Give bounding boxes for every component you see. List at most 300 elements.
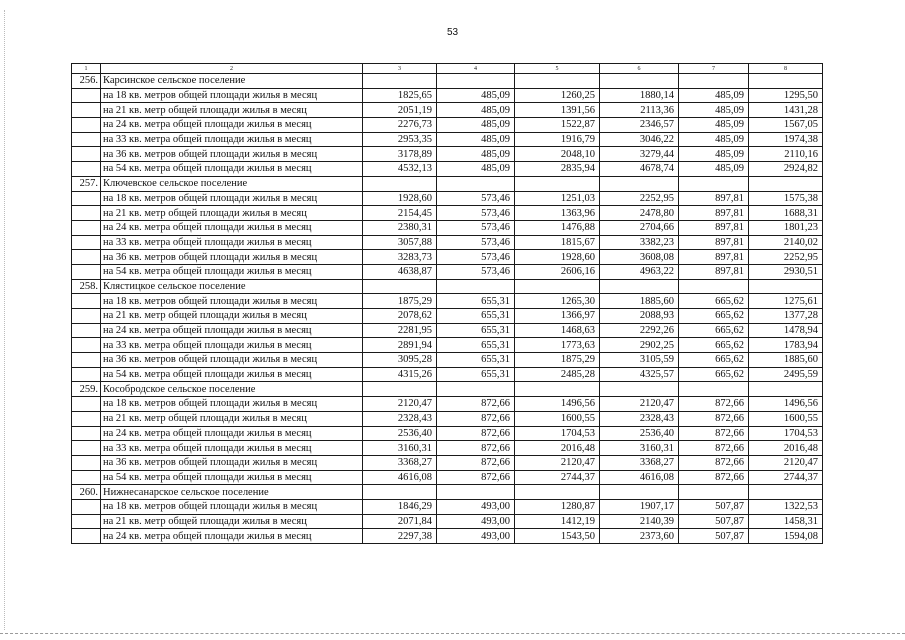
value-cell: 1688,31	[749, 206, 823, 221]
empty-cell	[515, 176, 600, 191]
value-cell: 4963,22	[600, 264, 679, 279]
empty-cell	[72, 470, 101, 485]
value-cell: 573,46	[437, 235, 515, 250]
value-cell: 2120,47	[515, 455, 600, 470]
value-cell: 1251,03	[515, 191, 600, 206]
value-cell: 3160,31	[363, 441, 437, 456]
value-cell: 1846,29	[363, 499, 437, 514]
scan-margin-mark	[4, 10, 6, 630]
value-cell: 897,81	[679, 250, 749, 265]
value-cell: 1260,25	[515, 88, 600, 103]
value-cell: 2536,40	[600, 426, 679, 441]
empty-cell	[72, 132, 101, 147]
empty-cell	[72, 250, 101, 265]
value-cell: 2088,93	[600, 309, 679, 324]
table-row	[72, 470, 823, 485]
norm-label: на 54 кв. метра общей площади жилья в месяц	[101, 367, 363, 382]
value-cell: 2346,57	[600, 118, 679, 133]
empty-cell	[72, 353, 101, 368]
value-cell: 655,31	[437, 367, 515, 382]
value-cell: 872,66	[679, 441, 749, 456]
value-cell: 897,81	[679, 191, 749, 206]
norm-label: на 54 кв. метра общей площади жилья в месяц	[101, 162, 363, 177]
value-cell: 507,87	[679, 499, 749, 514]
value-cell: 665,62	[679, 309, 749, 324]
value-cell: 1575,38	[749, 191, 823, 206]
value-cell: 2495,59	[749, 367, 823, 382]
value-cell: 507,87	[679, 529, 749, 544]
value-cell: 1496,56	[515, 397, 600, 412]
value-cell: 2606,16	[515, 264, 600, 279]
value-cell: 1885,60	[600, 294, 679, 309]
value-cell: 485,09	[437, 147, 515, 162]
value-cell: 872,66	[437, 426, 515, 441]
value-cell: 872,66	[679, 411, 749, 426]
value-cell: 3382,23	[600, 235, 679, 250]
value-cell: 493,00	[437, 499, 515, 514]
table-row	[72, 147, 823, 162]
table-row	[72, 441, 823, 456]
value-cell: 1363,96	[515, 206, 600, 221]
empty-cell	[749, 382, 823, 397]
value-cell: 1974,38	[749, 132, 823, 147]
value-cell: 485,09	[679, 88, 749, 103]
value-cell: 2924,82	[749, 162, 823, 177]
empty-cell	[72, 529, 101, 544]
value-cell: 897,81	[679, 206, 749, 221]
value-cell: 2930,51	[749, 264, 823, 279]
value-cell: 3105,59	[600, 353, 679, 368]
value-cell: 3057,88	[363, 235, 437, 250]
value-cell: 1815,67	[515, 235, 600, 250]
table-row	[72, 206, 823, 221]
value-cell: 2071,84	[363, 514, 437, 529]
empty-cell	[72, 103, 101, 118]
settlement-header-row	[72, 176, 823, 191]
value-cell: 872,66	[437, 470, 515, 485]
value-cell: 1275,61	[749, 294, 823, 309]
empty-cell	[72, 411, 101, 426]
value-cell: 2380,31	[363, 220, 437, 235]
value-cell: 665,62	[679, 294, 749, 309]
value-cell: 2328,43	[600, 411, 679, 426]
value-cell: 2276,73	[363, 118, 437, 133]
value-cell: 2891,94	[363, 338, 437, 353]
value-cell: 1773,63	[515, 338, 600, 353]
value-cell: 2051,19	[363, 103, 437, 118]
value-cell: 3368,27	[600, 455, 679, 470]
value-cell: 1594,08	[749, 529, 823, 544]
empty-cell	[72, 455, 101, 470]
empty-cell	[72, 206, 101, 221]
norm-label: на 36 кв. метров общей площади жилья в месяц	[101, 147, 363, 162]
empty-cell	[600, 382, 679, 397]
value-cell: 655,31	[437, 309, 515, 324]
empty-cell	[679, 279, 749, 294]
value-cell: 1412,19	[515, 514, 600, 529]
table-row	[72, 367, 823, 382]
value-cell: 1478,94	[749, 323, 823, 338]
norm-label: на 21 кв. метр общей площади жилья в месяц	[101, 411, 363, 426]
value-cell: 1522,87	[515, 118, 600, 133]
value-cell: 2292,26	[600, 323, 679, 338]
settlement-name: Клястицкое сельское поселение	[101, 279, 363, 294]
settlement-header-row	[72, 485, 823, 500]
table-row	[72, 103, 823, 118]
empty-cell	[72, 147, 101, 162]
value-cell: 2536,40	[363, 426, 437, 441]
value-cell: 1377,28	[749, 309, 823, 324]
empty-cell	[515, 279, 600, 294]
table-body	[72, 64, 823, 544]
empty-cell	[600, 176, 679, 191]
value-cell: 2478,80	[600, 206, 679, 221]
table-row	[72, 294, 823, 309]
value-cell: 4315,26	[363, 367, 437, 382]
norm-label: на 18 кв. метров общей площади жилья в месяц	[101, 88, 363, 103]
value-cell: 4616,08	[600, 470, 679, 485]
norm-label: на 21 кв. метр общей площади жилья в месяц	[101, 309, 363, 324]
table-row	[72, 338, 823, 353]
settlement-header-row	[72, 74, 823, 89]
norm-label: на 21 кв. метр общей площади жилья в месяц	[101, 514, 363, 529]
value-cell: 2120,47	[363, 397, 437, 412]
value-cell: 897,81	[679, 264, 749, 279]
value-cell: 665,62	[679, 353, 749, 368]
norm-label: на 18 кв. метров общей площади жилья в месяц	[101, 499, 363, 514]
norm-label: на 33 кв. метра общей площади жилья в месяц	[101, 235, 363, 250]
row-index: 259.	[72, 382, 101, 397]
empty-cell	[72, 367, 101, 382]
value-cell: 2140,39	[600, 514, 679, 529]
empty-cell	[437, 485, 515, 500]
value-cell: 655,31	[437, 353, 515, 368]
empty-cell	[72, 162, 101, 177]
norm-label: на 18 кв. метров общей площади жилья в месяц	[101, 294, 363, 309]
table-row	[72, 235, 823, 250]
value-cell: 2120,47	[749, 455, 823, 470]
value-cell: 485,09	[679, 162, 749, 177]
table-row	[72, 191, 823, 206]
norm-label: на 36 кв. метров общей площади жилья в месяц	[101, 353, 363, 368]
empty-cell	[437, 279, 515, 294]
value-cell: 1704,53	[749, 426, 823, 441]
empty-cell	[679, 382, 749, 397]
value-cell: 485,09	[437, 162, 515, 177]
value-cell: 2016,48	[515, 441, 600, 456]
value-cell: 2953,35	[363, 132, 437, 147]
norm-label: на 36 кв. метров общей площади жилья в месяц	[101, 250, 363, 265]
value-cell: 1567,05	[749, 118, 823, 133]
value-cell: 1885,60	[749, 353, 823, 368]
table-row	[72, 353, 823, 368]
row-index: 258.	[72, 279, 101, 294]
norm-label: на 33 кв. метра общей площади жилья в месяц	[101, 132, 363, 147]
value-cell: 485,09	[437, 132, 515, 147]
value-cell: 3046,22	[600, 132, 679, 147]
value-cell: 1476,88	[515, 220, 600, 235]
settlement-header-row	[72, 382, 823, 397]
value-cell: 485,09	[437, 118, 515, 133]
empty-cell	[679, 485, 749, 500]
value-cell: 1431,28	[749, 103, 823, 118]
table-row	[72, 309, 823, 324]
value-cell: 1916,79	[515, 132, 600, 147]
column-number: 8	[749, 64, 823, 74]
value-cell: 1928,60	[363, 191, 437, 206]
value-cell: 872,66	[437, 441, 515, 456]
value-cell: 4678,74	[600, 162, 679, 177]
value-cell: 1543,50	[515, 529, 600, 544]
empty-cell	[72, 294, 101, 309]
column-number: 5	[515, 64, 600, 74]
empty-cell	[72, 441, 101, 456]
value-cell: 1265,30	[515, 294, 600, 309]
column-number: 3	[363, 64, 437, 74]
value-cell: 507,87	[679, 514, 749, 529]
empty-cell	[72, 323, 101, 338]
value-cell: 655,31	[437, 338, 515, 353]
value-cell: 3368,27	[363, 455, 437, 470]
empty-cell	[72, 220, 101, 235]
value-cell: 1496,56	[749, 397, 823, 412]
norm-label: на 24 кв. метра общей площади жилья в месяц	[101, 220, 363, 235]
value-cell: 1825,65	[363, 88, 437, 103]
value-cell: 872,66	[679, 426, 749, 441]
value-cell: 3608,08	[600, 250, 679, 265]
empty-cell	[600, 279, 679, 294]
value-cell: 573,46	[437, 206, 515, 221]
empty-cell	[437, 176, 515, 191]
value-cell: 897,81	[679, 235, 749, 250]
row-index: 256.	[72, 74, 101, 89]
empty-cell	[363, 176, 437, 191]
value-cell: 655,31	[437, 323, 515, 338]
settlement-name: Нижнесанарское сельское поселение	[101, 485, 363, 500]
settlement-name: Ключевское сельское поселение	[101, 176, 363, 191]
empty-cell	[72, 88, 101, 103]
empty-cell	[515, 74, 600, 89]
value-cell: 872,66	[679, 455, 749, 470]
norm-label: на 18 кв. метров общей площади жилья в месяц	[101, 397, 363, 412]
value-cell: 1875,29	[515, 353, 600, 368]
value-cell: 1783,94	[749, 338, 823, 353]
value-cell: 2902,25	[600, 338, 679, 353]
empty-cell	[749, 74, 823, 89]
empty-cell	[600, 485, 679, 500]
value-cell: 485,09	[679, 118, 749, 133]
value-cell: 2016,48	[749, 441, 823, 456]
value-cell: 2048,10	[515, 147, 600, 162]
scan-bottom-line	[0, 633, 905, 634]
empty-cell	[363, 74, 437, 89]
value-cell: 665,62	[679, 338, 749, 353]
empty-cell	[363, 382, 437, 397]
table-row	[72, 323, 823, 338]
value-cell: 1322,53	[749, 499, 823, 514]
empty-cell	[363, 279, 437, 294]
value-cell: 2252,95	[749, 250, 823, 265]
value-cell: 665,62	[679, 323, 749, 338]
column-number: 7	[679, 64, 749, 74]
column-number-row	[72, 64, 823, 74]
value-cell: 3178,89	[363, 147, 437, 162]
empty-cell	[437, 382, 515, 397]
value-cell: 1928,60	[515, 250, 600, 265]
table-row	[72, 514, 823, 529]
empty-cell	[72, 118, 101, 133]
empty-cell	[72, 191, 101, 206]
table-row	[72, 529, 823, 544]
value-cell: 1468,63	[515, 323, 600, 338]
table-row	[72, 397, 823, 412]
value-cell: 573,46	[437, 191, 515, 206]
value-cell: 2154,45	[363, 206, 437, 221]
norm-label: на 24 кв. метра общей площади жилья в месяц	[101, 118, 363, 133]
empty-cell	[749, 279, 823, 294]
settlement-name: Кособродское сельское поселение	[101, 382, 363, 397]
value-cell: 872,66	[679, 470, 749, 485]
value-cell: 3283,73	[363, 250, 437, 265]
value-cell: 2835,94	[515, 162, 600, 177]
table-row	[72, 250, 823, 265]
table-row	[72, 499, 823, 514]
empty-cell	[72, 264, 101, 279]
column-number: 4	[437, 64, 515, 74]
value-cell: 3160,31	[600, 441, 679, 456]
value-cell: 493,00	[437, 514, 515, 529]
table-row	[72, 220, 823, 235]
value-cell: 493,00	[437, 529, 515, 544]
empty-cell	[72, 338, 101, 353]
table-row	[72, 426, 823, 441]
table-row	[72, 455, 823, 470]
value-cell: 4638,87	[363, 264, 437, 279]
value-cell: 2110,16	[749, 147, 823, 162]
value-cell: 655,31	[437, 294, 515, 309]
norm-label: на 24 кв. метра общей площади жилья в месяц	[101, 426, 363, 441]
value-cell: 1391,56	[515, 103, 600, 118]
value-cell: 2113,36	[600, 103, 679, 118]
empty-cell	[72, 514, 101, 529]
norm-label: на 21 кв. метр общей площади жилья в месяц	[101, 206, 363, 221]
value-cell: 1801,23	[749, 220, 823, 235]
table-row	[72, 118, 823, 133]
value-cell: 2252,95	[600, 191, 679, 206]
value-cell: 3279,44	[600, 147, 679, 162]
value-cell: 2485,28	[515, 367, 600, 382]
value-cell: 1704,53	[515, 426, 600, 441]
value-cell: 2704,66	[600, 220, 679, 235]
norm-label: на 21 кв. метр общей площади жилья в месяц	[101, 103, 363, 118]
value-cell: 1907,17	[600, 499, 679, 514]
value-cell: 1366,97	[515, 309, 600, 324]
norm-label: на 24 кв. метра общей площади жилья в месяц	[101, 323, 363, 338]
empty-cell	[749, 176, 823, 191]
value-cell: 573,46	[437, 250, 515, 265]
value-cell: 573,46	[437, 264, 515, 279]
value-cell: 665,62	[679, 367, 749, 382]
value-cell: 485,09	[679, 132, 749, 147]
value-cell: 872,66	[437, 397, 515, 412]
value-cell: 1600,55	[515, 411, 600, 426]
value-cell: 1600,55	[749, 411, 823, 426]
value-cell: 1875,29	[363, 294, 437, 309]
value-cell: 2078,62	[363, 309, 437, 324]
value-cell: 1295,50	[749, 88, 823, 103]
settlement-header-row	[72, 279, 823, 294]
empty-cell	[679, 176, 749, 191]
value-cell: 872,66	[437, 411, 515, 426]
value-cell: 2373,60	[600, 529, 679, 544]
page-number: 53	[446, 27, 459, 38]
norm-label: на 36 кв. метров общей площади жилья в месяц	[101, 455, 363, 470]
empty-cell	[515, 485, 600, 500]
row-index: 257.	[72, 176, 101, 191]
value-cell: 897,81	[679, 220, 749, 235]
column-number: 6	[600, 64, 679, 74]
table-row	[72, 162, 823, 177]
value-cell: 1880,14	[600, 88, 679, 103]
empty-cell	[72, 235, 101, 250]
value-cell: 2297,38	[363, 529, 437, 544]
value-cell: 872,66	[679, 397, 749, 412]
table-row	[72, 88, 823, 103]
value-cell: 485,09	[437, 88, 515, 103]
norm-label: на 18 кв. метров общей площади жилья в месяц	[101, 191, 363, 206]
empty-cell	[72, 499, 101, 514]
value-cell: 2281,95	[363, 323, 437, 338]
empty-cell	[72, 397, 101, 412]
norm-label: на 33 кв. метра общей площади жилья в месяц	[101, 441, 363, 456]
value-cell: 4325,57	[600, 367, 679, 382]
settlement-name: Карсинское сельское поселение	[101, 74, 363, 89]
value-cell: 485,09	[679, 103, 749, 118]
norm-label: на 33 кв. метра общей площади жилья в месяц	[101, 338, 363, 353]
value-cell: 4616,08	[363, 470, 437, 485]
value-cell: 1458,31	[749, 514, 823, 529]
empty-cell	[363, 485, 437, 500]
empty-cell	[600, 74, 679, 89]
table-row	[72, 264, 823, 279]
table-row	[72, 132, 823, 147]
value-cell: 4532,13	[363, 162, 437, 177]
value-cell: 2744,37	[515, 470, 600, 485]
empty-cell	[679, 74, 749, 89]
value-cell: 2120,47	[600, 397, 679, 412]
value-cell: 1280,87	[515, 499, 600, 514]
tariff-table	[71, 63, 823, 544]
value-cell: 485,09	[437, 103, 515, 118]
value-cell: 2140,02	[749, 235, 823, 250]
row-index: 260.	[72, 485, 101, 500]
value-cell: 872,66	[437, 455, 515, 470]
empty-cell	[515, 382, 600, 397]
norm-label: на 54 кв. метра общей площади жилья в месяц	[101, 470, 363, 485]
value-cell: 485,09	[679, 147, 749, 162]
value-cell: 573,46	[437, 220, 515, 235]
norm-label: на 24 кв. метра общей площади жилья в месяц	[101, 529, 363, 544]
column-number: 2	[101, 64, 363, 74]
value-cell: 3095,28	[363, 353, 437, 368]
empty-cell	[72, 309, 101, 324]
empty-cell	[749, 485, 823, 500]
value-cell: 2328,43	[363, 411, 437, 426]
table-row	[72, 411, 823, 426]
value-cell: 2744,37	[749, 470, 823, 485]
column-number: 1	[72, 64, 101, 74]
empty-cell	[437, 74, 515, 89]
